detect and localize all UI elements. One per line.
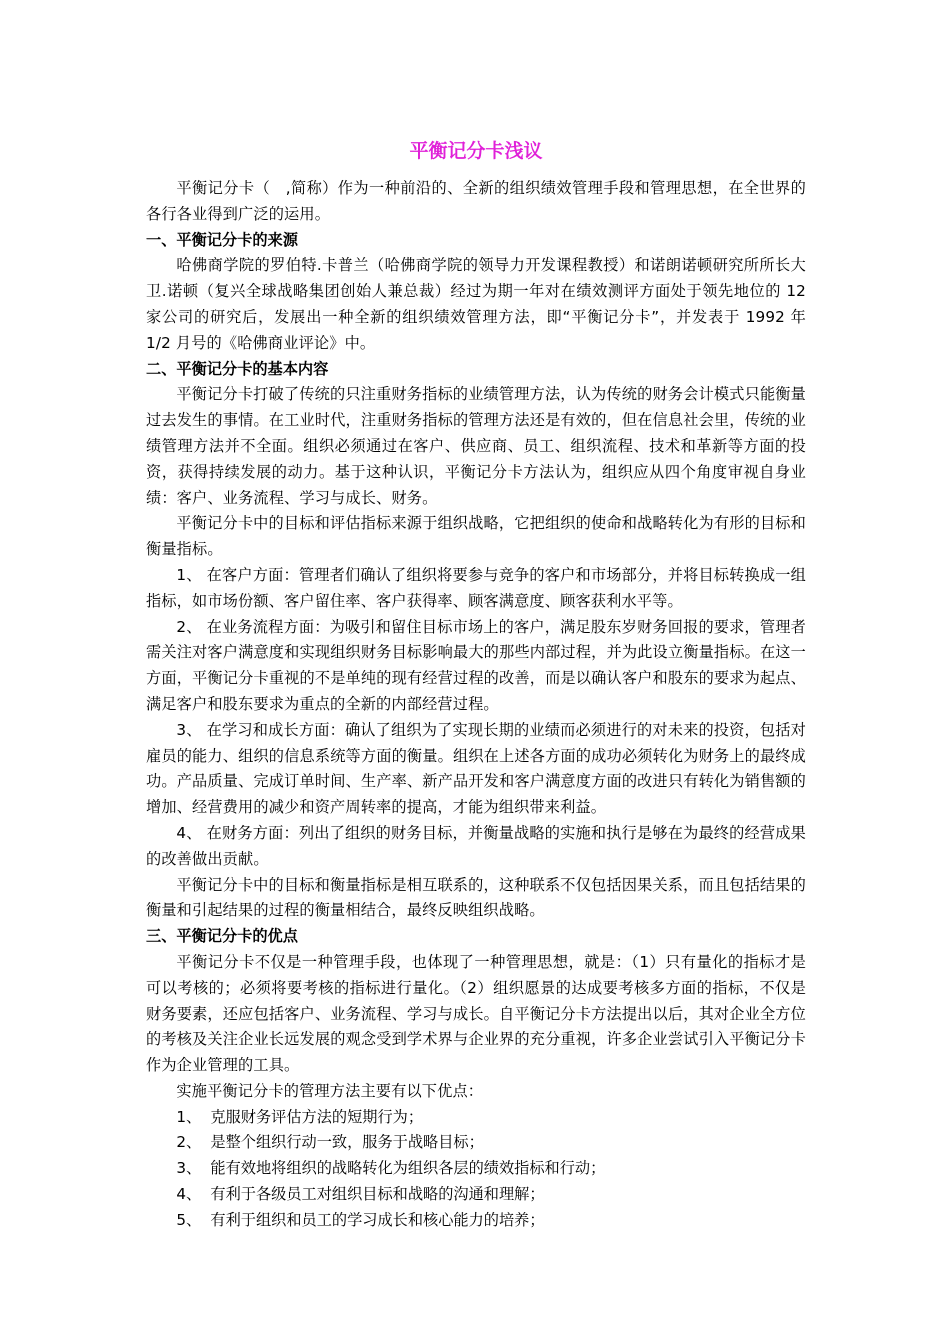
content-paragraph-2: 平衡记分卡中的目标和评估指标来源于组织战略，它把组织的使命和战略转化为有形的目标和衡量指标。 [146, 514, 806, 559]
advantages-paragraph-2: 实施平衡记分卡的管理方法主要有以下优点： [176, 1081, 484, 1100]
list-item-number: 2、 [176, 1133, 202, 1152]
list-item [146, 1105, 806, 1131]
list-item-text: 是整个组织行动一致，服务于战略目标； [210, 1133, 484, 1152]
list-item-number: 1、 [176, 1107, 202, 1126]
list-item-number: 4、 [176, 1185, 202, 1204]
document-title: 平衡记分卡浅议 [409, 140, 543, 162]
list-item [146, 1130, 806, 1156]
advantages-list [146, 1105, 806, 1234]
content-paragraph-process: 2、 在业务流程方面：为吸引和留住目标市场上的客户，满足股东岁财务回报的要求，管理者需关注对客户满意度和实现组织财务目标影响最大的那些内部过程，并为此设立衡量指标。在这一方面，平衡记分卡重视的不是单纯的现有经营过程的改善，而是以确认客户和股东的要求为起点、满足客户和股东要求为重点的全新的内部经营过程。 [146, 617, 806, 713]
advantages-paragraph-1: 平衡记分卡不仅是一种管理手段，也体现了一种管理思想，就是：（1）只有量化的指标才是可以考核的；必须将要考核的指标进行量化。（2）组织愿景的达成要考核多方面的指标，不仅是财务要素，还应包括客户、业务流程、学习与成长。自平衡记分卡方法提出以后，其对企业全方位的考核及关注企业长远发展的观念受到学术界与企业界的充分重视，许多企业尝试引入平衡记分卡作为企业管理的工具。 [146, 952, 806, 1075]
list-item-number: 3、 [176, 1159, 202, 1178]
list-item [146, 1156, 806, 1182]
document-page [146, 138, 806, 1234]
list-item-number: 5、 [176, 1210, 202, 1229]
origin-paragraph: 哈佛商学院的罗伯特.卡普兰（哈佛商学院的领导力开发课程教授）和诺朗诺顿研究所所长大卫.诺顿（复兴全球战略集团创始人兼总裁）经过为期一年对在绩效测评方面处于领先地位的 12 家公司的研究后，发展出一种全新的组织绩效管理方法，即“平衡记分卡”，并发表于 1992 年 1/2 月号的《哈佛商业评论》中。 [146, 256, 806, 352]
list-item-text: 能有效地将组织的战略转化为组织各层的绩效指标和行动； [210, 1159, 606, 1178]
content-paragraph-customer: 1、 在客户方面：管理者们确认了组织将要参与竞争的客户和市场部分，并将目标转换成一组指标，如市场份额、客户留住率、客户获得率、顾客满意度、顾客获利水平等。 [146, 565, 806, 610]
section-heading-content: 二、平衡记分卡的基本内容 [146, 359, 329, 378]
list-item-text: 有利于组织和员工的学习成长和核心能力的培养； [210, 1210, 545, 1229]
content-paragraph-1: 平衡记分卡打破了传统的只注重财务指标的业绩管理方法，认为传统的财务会计模式只能衡量过去发生的事情。在工业时代，注重财务指标的管理方法还是有效的，但在信息社会里，传统的业绩管理方法并不全面。组织必须通过在客户、供应商、员工、组织流程、技术和革新等方面的投资，获得持续发展的动力。基于这种认识，平衡记分卡方法认为，组织应从四个角度审视自身业绩：客户、业务流程、学习与成长、财务。 [146, 385, 806, 507]
list-item [146, 1182, 806, 1208]
content-paragraph-summary: 平衡记分卡中的目标和衡量指标是相互联系的，这种联系不仅包括因果关系，而且包括结果的衡量和引起结果的过程的衡量相结合，最终反映组织战略。 [146, 875, 806, 920]
section-heading-origin: 一、平衡记分卡的来源 [146, 230, 298, 249]
list-item-text: 克服财务评估方法的短期行为； [210, 1107, 424, 1126]
content-paragraph-learning: 3、 在学习和成长方面：确认了组织为了实现长期的业绩而必须进行的对未来的投资，包括对雇员的能力、组织的信息系统等方面的衡量。组织在上述各方面的成功必须转化为财务上的最终成功。产品质量、完成订单时间、生产率、新产品开发和客户满意度方面的改进只有转化为销售额的增加、经营费用的减少和资产周转率的提高，才能为组织带来利益。 [146, 720, 806, 817]
section-heading-advantages: 三、平衡记分卡的优点 [146, 927, 298, 946]
list-item-text: 有利于各级员工对组织目标和战略的沟通和理解； [210, 1185, 545, 1204]
intro-paragraph: 平衡记分卡（ ,简称）作为一种前沿的、全新的组织绩效管理手段和管理思想，在全世界的各行各业得到广泛的运用。 [146, 179, 806, 223]
content-paragraph-finance: 4、 在财务方面：列出了组织的财务目标，并衡量战略的实施和执行是够在为最终的经营成果的改善做出贡献。 [146, 823, 806, 868]
list-item [146, 1208, 806, 1234]
